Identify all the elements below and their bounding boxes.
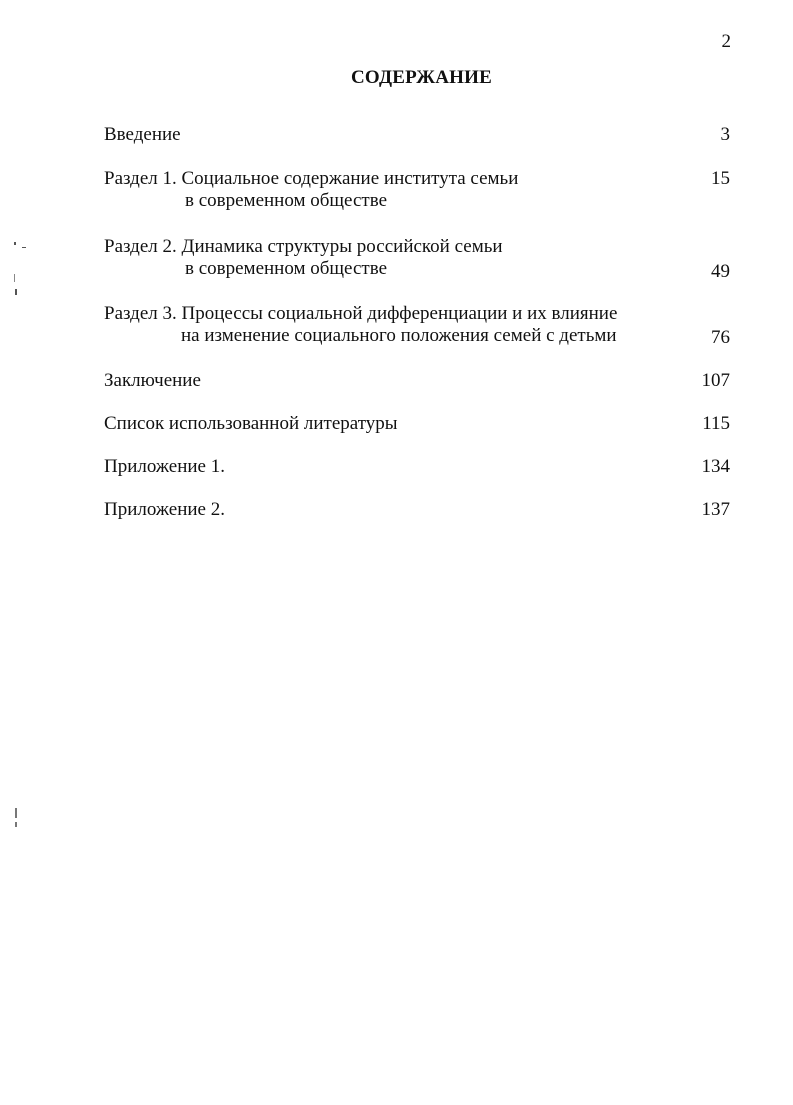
- toc-entry-section-1: [104, 168, 730, 212]
- toc-entry-label: Заключение: [104, 370, 201, 391]
- page-number: 2: [721, 31, 731, 52]
- toc-entry-label: Приложение 2.: [104, 499, 225, 520]
- toc-entry-page: 76: [711, 327, 730, 348]
- scan-speck: [22, 247, 26, 248]
- toc-entry-section-2: [104, 236, 730, 280]
- toc-entry-label: Раздел 3. Процессы социальной дифференциации и их влияние: [104, 303, 618, 324]
- toc-entry-page: 49: [711, 261, 730, 282]
- scan-speck: [15, 289, 17, 295]
- scan-speck: [15, 808, 17, 818]
- toc-entry-label-continuation: на изменение социального положения семей с детьми: [181, 325, 617, 346]
- page-title: СОДЕРЖАНИЕ: [351, 67, 492, 88]
- toc-entry-label-continuation: в современном обществе: [185, 258, 387, 279]
- toc-entry-appendix-1: [104, 456, 730, 478]
- toc-entry-page: 134: [701, 456, 730, 477]
- toc-entry-label: Раздел 1. Социальное содержание института семьи: [104, 168, 519, 189]
- toc-entry-label: Раздел 2. Динамика структуры российской семьи: [104, 236, 503, 257]
- toc-entry-bibliography: [104, 413, 730, 435]
- toc-entry-label-continuation: в современном обществе: [185, 190, 387, 211]
- toc-entry-page: 15: [711, 168, 730, 189]
- scan-speck: [14, 274, 15, 282]
- toc-entry-page: 3: [720, 124, 730, 145]
- toc-entry-label: Список использованной литературы: [104, 413, 398, 434]
- toc-entry-appendix-2: [104, 499, 730, 521]
- toc-entry-page: 107: [701, 370, 730, 391]
- scan-speck: [15, 822, 17, 827]
- toc-entry-page: 115: [702, 413, 730, 434]
- scan-speck: [14, 242, 16, 245]
- toc-entry-introduction: [104, 124, 730, 146]
- toc-entry-section-3: [104, 303, 730, 347]
- toc-entry-label: Приложение 1.: [104, 456, 225, 477]
- toc-entry-conclusion: [104, 370, 730, 392]
- toc-entry-page: 137: [701, 499, 730, 520]
- toc-entry-label: Введение: [104, 124, 181, 145]
